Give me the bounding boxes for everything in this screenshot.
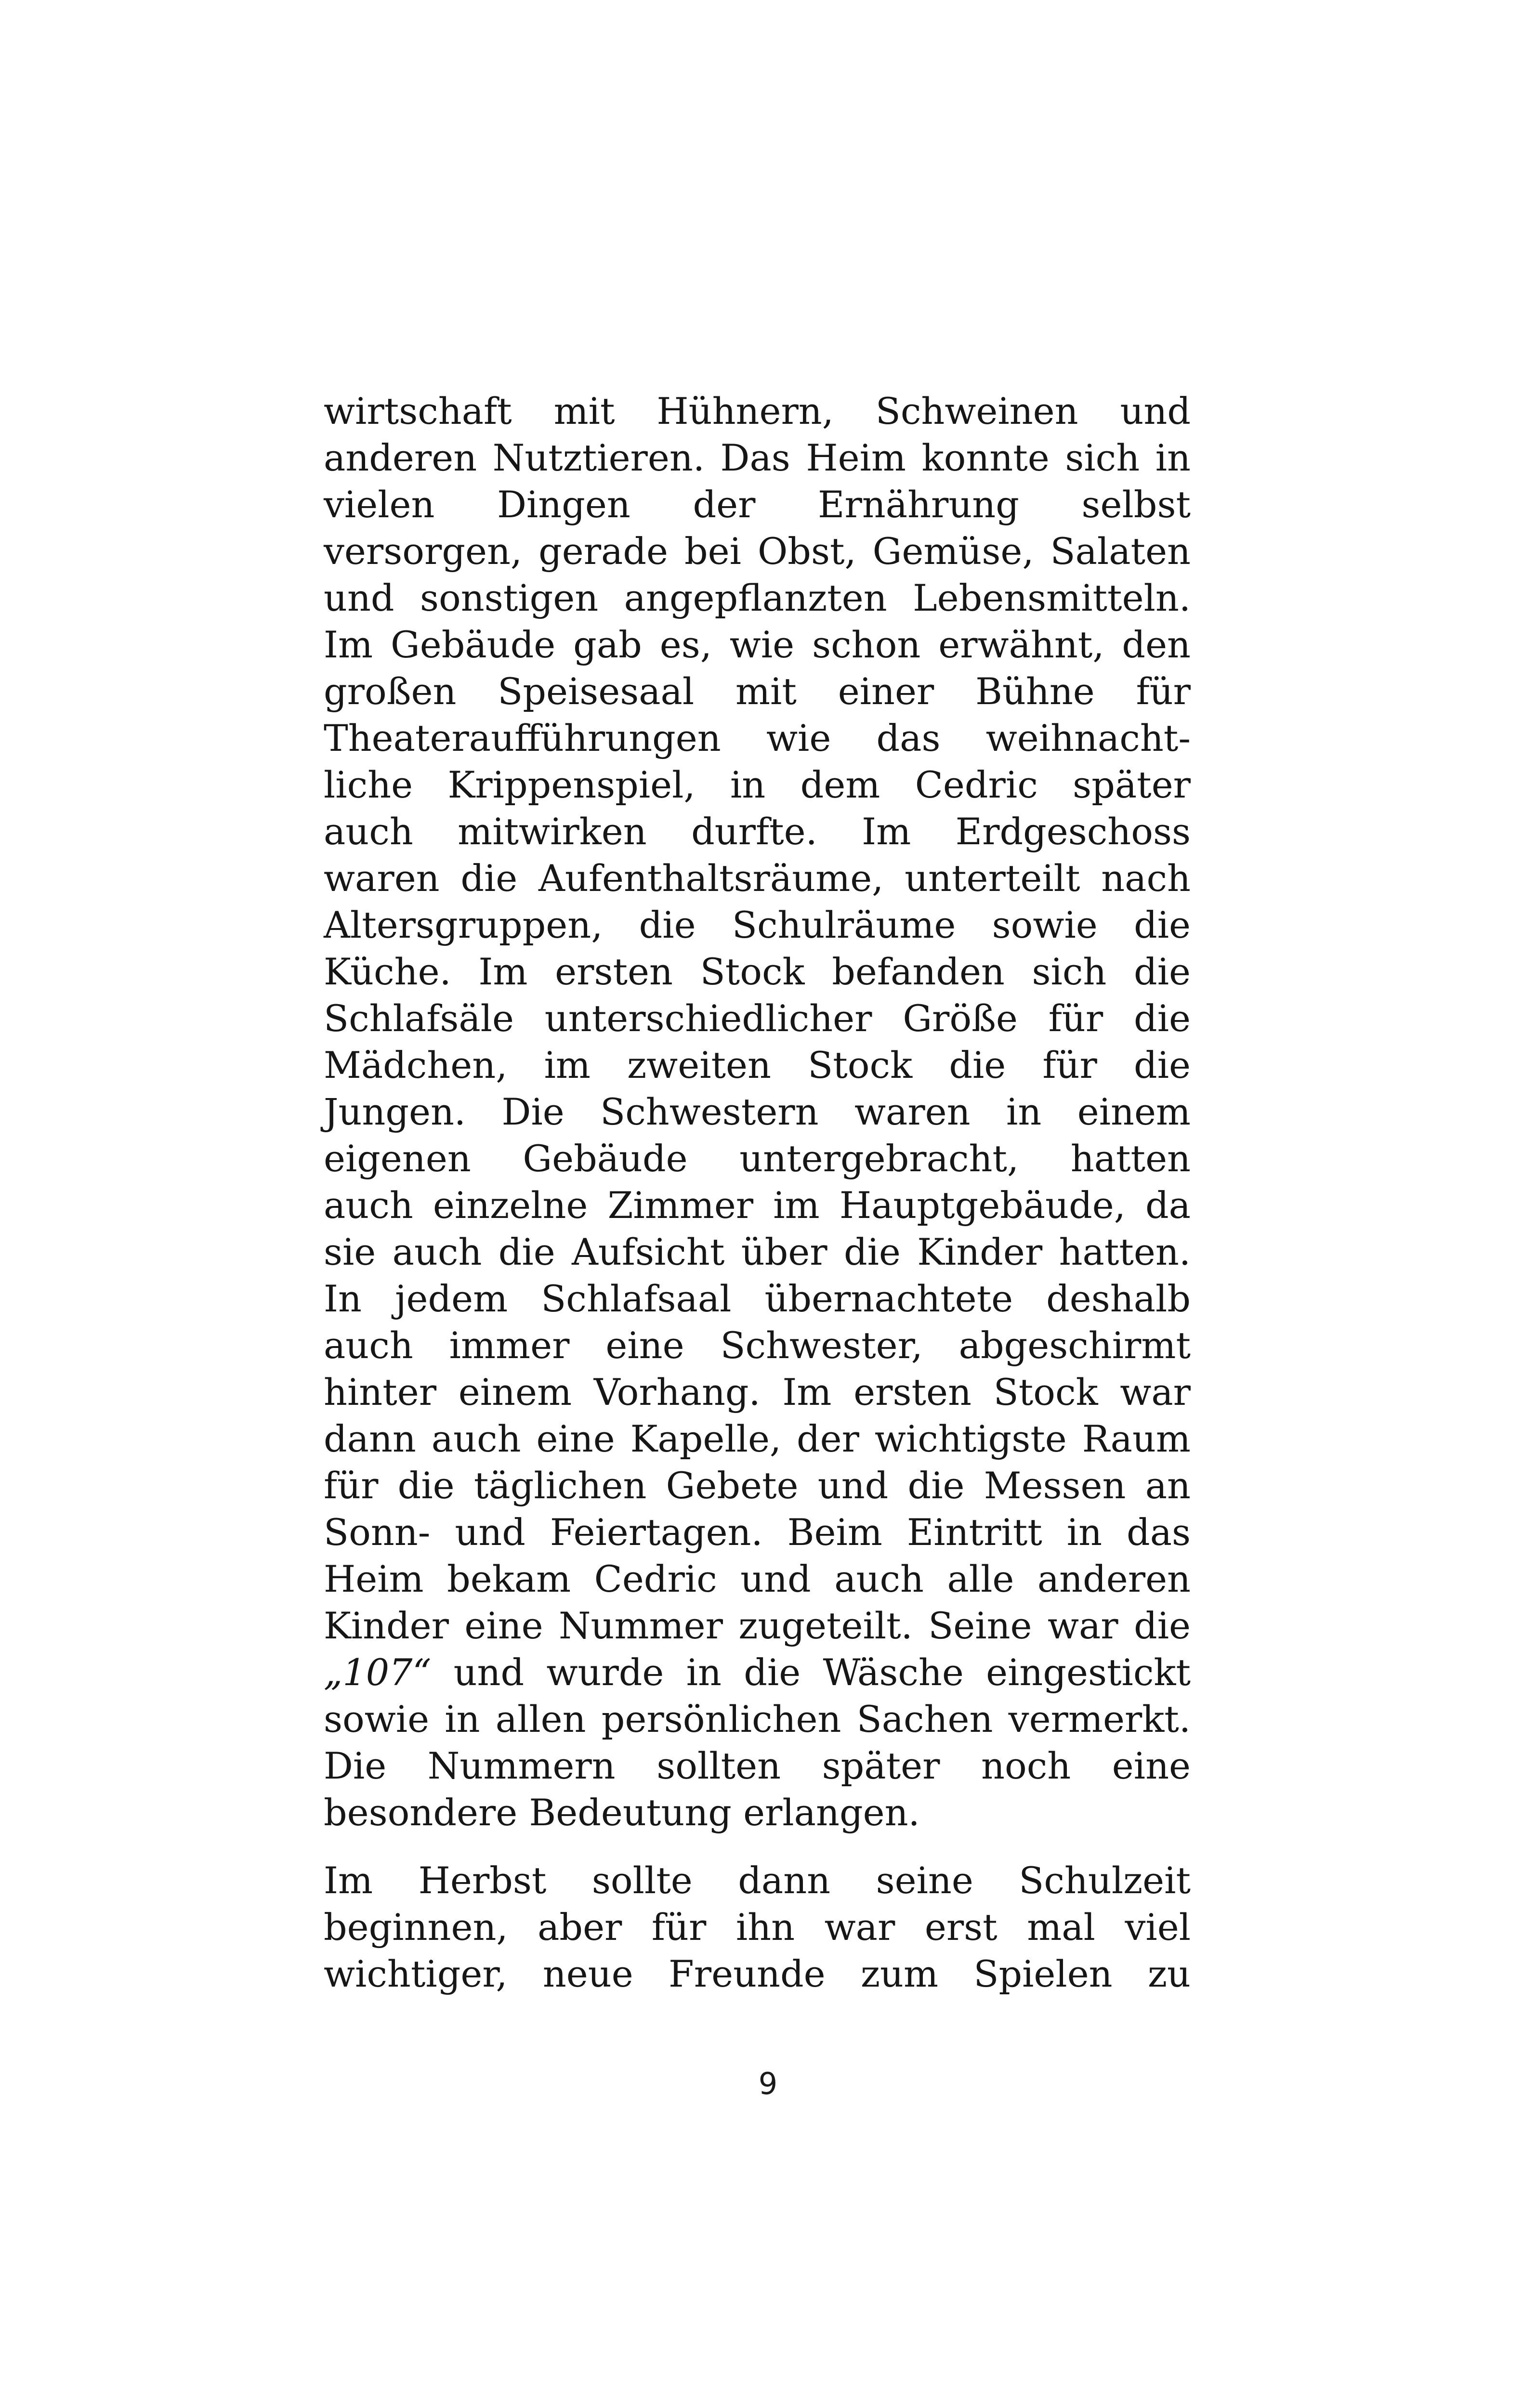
text-line-last: besondere Bedeutung erlangen. bbox=[324, 1791, 920, 1834]
body-text bbox=[324, 388, 1191, 1997]
text-line: Jungen. Die Schwestern waren in einem bbox=[324, 1090, 1191, 1133]
text-line: Altersgruppen, die Schulräume sowie die bbox=[324, 903, 1191, 946]
text-line: vielen Dingen der Ernährung selbst bbox=[324, 483, 1191, 526]
text-line: Im Herbst sollte dann seine Schulzeit bbox=[324, 1859, 1191, 1902]
text-line: waren die Aufenthaltsräume, unterteilt nach bbox=[324, 857, 1191, 900]
text-line-with-number bbox=[324, 1649, 1191, 1696]
text-line: Die Nummern sollten später noch eine bbox=[324, 1744, 1191, 1787]
text-line: Mädchen, im zweiten Stock die für die bbox=[324, 1044, 1191, 1086]
text-line: Heim bekam Cedric und auch alle anderen bbox=[324, 1557, 1191, 1600]
paragraph-2 bbox=[324, 1857, 1191, 1997]
text-line: sowie in allen persönlichen Sachen vermerkt. bbox=[324, 1698, 1191, 1741]
text-line: Im Gebäude gab es, wie schon erwähnt, den bbox=[324, 623, 1191, 666]
text-line: wirtschaft mit Hühnern, Schweinen und bbox=[324, 390, 1191, 432]
text-line: großen Speisesaal mit einer Bühne für bbox=[324, 670, 1191, 713]
text-line: auch immer eine Schwester, abgeschirmt bbox=[324, 1324, 1191, 1367]
text-line: Sonn- und Feiertagen. Beim Eintritt in das bbox=[324, 1511, 1191, 1554]
text-line: wichtiger, neue Freunde zum Spielen zu bbox=[324, 1952, 1191, 1995]
text-line: versorgen, gerade bei Obst, Gemüse, Salaten bbox=[324, 530, 1191, 573]
text-line: Schlafsäle unterschiedlicher Größe für die bbox=[324, 997, 1191, 1040]
text-line: auch mitwirken durfte. Im Erdgeschoss bbox=[324, 810, 1191, 853]
text-line: beginnen, aber für ihn war erst mal viel bbox=[324, 1906, 1191, 1949]
text-line: für die täglichen Gebete und die Messen an bbox=[324, 1464, 1191, 1507]
text-line: anderen Nutztieren. Das Heim konnte sich in bbox=[324, 436, 1191, 479]
text-line: liche Krippenspiel, in dem Cedric später bbox=[324, 763, 1191, 806]
text-line: Theateraufführungen wie das weihnacht- bbox=[324, 717, 1191, 759]
text-line: dann auch eine Kapelle, der wichtigste Raum bbox=[324, 1417, 1191, 1460]
text-line: In jedem Schlafsaal übernachtete deshalb bbox=[324, 1277, 1191, 1320]
paragraph-1 bbox=[324, 388, 1191, 1836]
text-line: sie auch die Aufsicht über die Kinder hatten. bbox=[324, 1230, 1191, 1273]
text-line: hinter einem Vorhang. Im ersten Stock war bbox=[324, 1371, 1191, 1413]
text-line: eigenen Gebäude untergebracht, hatten bbox=[324, 1137, 1191, 1180]
child-number-italic: „107“ bbox=[324, 1651, 432, 1694]
text-after-number: und wurde in die Wäsche eingestickt bbox=[431, 1651, 1191, 1694]
text-line: Kinder eine Nummer zugeteilt. Seine war die bbox=[324, 1604, 1191, 1647]
page-number: 9 bbox=[758, 2066, 778, 2101]
text-line: Küche. Im ersten Stock befanden sich die bbox=[324, 950, 1191, 993]
text-line: auch einzelne Zimmer im Hauptgebäude, da bbox=[324, 1184, 1191, 1227]
text-line: und sonstigen angepflanzten Lebensmitteln. bbox=[324, 576, 1191, 619]
